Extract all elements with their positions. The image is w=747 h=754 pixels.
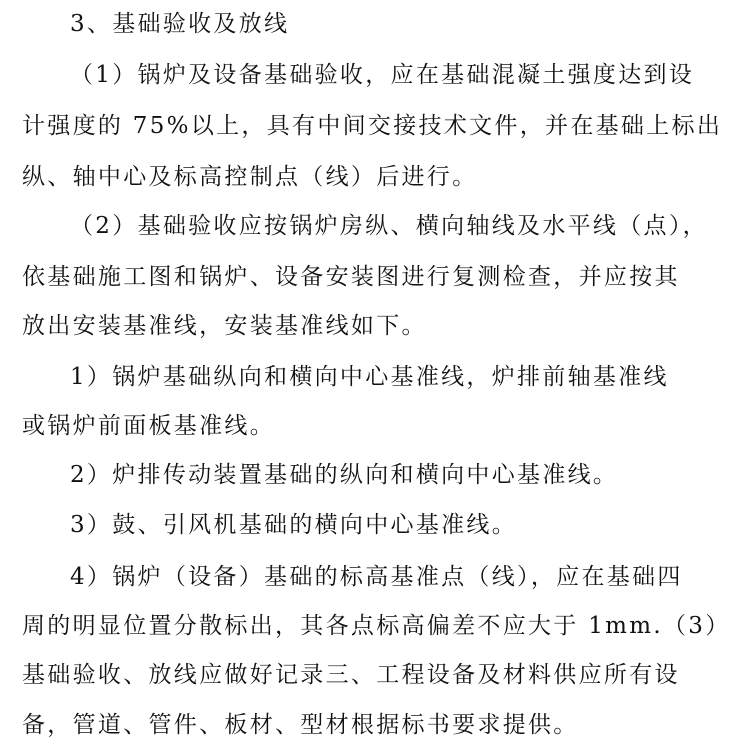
list-item-4-line-1: 4）锅炉（设备）基础的标高基准点（线），应在基础四 [70, 564, 683, 590]
list-item-4-line-3: 基础验收、放线应做好记录三、工程设备及材料供应所有设 [22, 662, 680, 688]
paragraph-1-line-3: 纵、轴中心及标高控制点（线）后进行。 [22, 164, 478, 190]
paragraph-1-line-1: （1）锅炉及设备基础验收，应在基础混凝土强度达到设 [70, 62, 695, 88]
list-item-3: 3）鼓、引风机基础的横向中心基准线。 [70, 512, 518, 538]
paragraph-2-line-3: 放出安装基准线，安装基准线如下。 [22, 313, 427, 339]
paragraph-2-line-2: 依基础施工图和锅炉、设备安装图进行复测检查，并应按其 [22, 264, 680, 290]
paragraph-2-line-1: （2）基础验收应按锅炉房纵、横向轴线及水平线（点）， [70, 213, 708, 239]
list-item-4-line-4: 备，管道、管件、板材、型材根据标书要求提供。 [22, 712, 579, 738]
paragraph-1-line-2: 计强度的 75%以上，具有中间交接技术文件，并在基础上标出 [22, 113, 723, 139]
list-item-2: 2）炉排传动装置基础的纵向和横向中心基准线。 [70, 462, 619, 488]
section-heading: 3、基础验收及放线 [70, 11, 290, 37]
list-item-1-line-2: 或锅炉前面板基准线。 [22, 413, 275, 439]
list-item-1-line-1: 1）锅炉基础纵向和横向中心基准线，炉排前轴基准线 [70, 364, 669, 390]
list-item-4-line-2: 周的明显位置分散标出，其各点标高偏差不应大于 1mm.（3） [22, 613, 731, 639]
